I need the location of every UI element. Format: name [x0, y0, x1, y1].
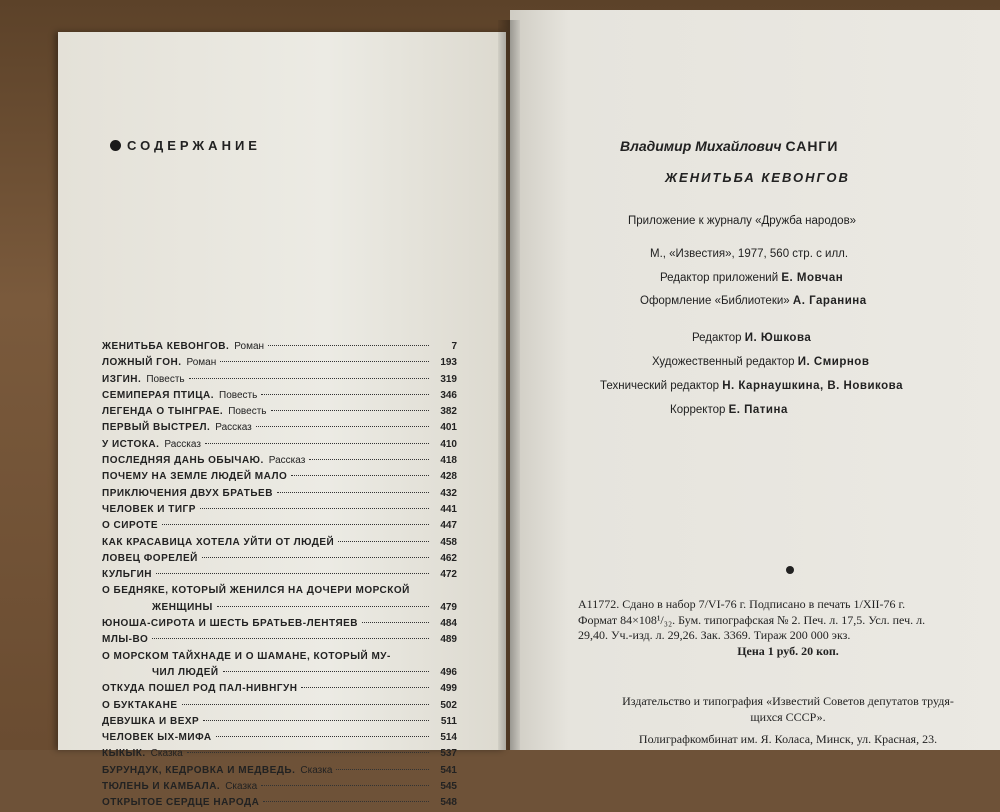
- toc-entry: [102, 779, 457, 795]
- toc-leader-dots: [223, 671, 429, 672]
- price: Цена 1 руб. 20 коп.: [737, 643, 839, 658]
- toc-entry-genre: Сказка: [300, 764, 333, 776]
- toc-entry-title: О СИРОТЕ: [102, 520, 159, 532]
- toc-entry-title: ЛОВЕЦ ФОРЕЛЕЙ: [102, 552, 198, 564]
- credit-role: Оформление «Библиотеки»: [640, 295, 790, 307]
- toc-leader-dots: [202, 557, 429, 558]
- toc-leader-dots: [205, 443, 429, 444]
- toc-entry-title: ОТКРЫТОЕ СЕРДЦЕ НАРОДА: [102, 797, 260, 809]
- toc-entry: [102, 469, 457, 485]
- credit-role: Технический редактор: [600, 380, 719, 392]
- toc-entry-genre: Сказка: [225, 781, 258, 793]
- toc-entry: [102, 698, 457, 714]
- toc-entry-page: 496: [440, 666, 457, 678]
- toc-entry-title: БУРУНДУК, КЕДРОВКА И МЕДВЕДЬ.: [102, 764, 296, 776]
- toc-entry: [102, 486, 457, 502]
- toc-entry-page: 548: [440, 797, 457, 809]
- toc-entry: [102, 420, 457, 436]
- supplement-line: Приложение к журналу «Дружба народов»: [628, 215, 857, 227]
- book-title: ЖЕНИТЬБА КЕВОНГОВ: [665, 170, 850, 185]
- toc-entry-title: О БЕДНЯКЕ, КОТОРЫЙ ЖЕНИЛСЯ НА ДОЧЕРИ МОРСКОЙ: [102, 585, 410, 597]
- contents-heading-text: СОДЕРЖАНИЕ: [127, 138, 261, 153]
- credit-line: [692, 332, 811, 344]
- toc-entry-title: ЮНОША-СИРОТА И ШЕСТЬ БРАТЬЕВ-ЛЕНТЯЕВ: [102, 618, 359, 630]
- credit-line: [670, 404, 788, 416]
- toc-leader-dots: [301, 687, 429, 688]
- left-page: [58, 32, 506, 809]
- toc-entry-page: 7: [451, 341, 457, 352]
- credit-role: Редактор приложений: [660, 272, 779, 284]
- toc-leader-dots: [263, 801, 429, 802]
- credit-role: Корректор: [670, 404, 726, 416]
- toc-leader-dots: [187, 752, 429, 753]
- toc-entry-page: 458: [440, 536, 457, 548]
- toc-entry-page: 346: [440, 389, 457, 401]
- toc-entry-title: КАК КРАСАВИЦА ХОТЕЛА УЙТИ ОТ ЛЮДЕЙ: [102, 536, 335, 548]
- toc-entry-title: ПЕРВЫЙ ВЫСТРЕЛ.: [102, 422, 211, 434]
- toc-leader-dots: [189, 378, 429, 379]
- publisher-info: [588, 693, 988, 747]
- toc-entry-genre: Повесть: [219, 389, 258, 401]
- author: [620, 138, 838, 154]
- toc-entry-page: 502: [440, 699, 457, 711]
- toc-entry-genre: Рассказ: [268, 455, 306, 467]
- toc-entry-title: КЫКЫК.: [102, 748, 146, 760]
- credit-role: Редактор: [692, 332, 742, 344]
- toc-entry-title: ЛОЖНЫЙ ГОН.: [102, 357, 182, 369]
- toc-leader-dots: [152, 638, 429, 639]
- toc-entry-page: 410: [440, 438, 457, 450]
- toc-entry: [102, 583, 457, 599]
- toc-entry: [102, 714, 457, 730]
- credit-line: [600, 380, 903, 392]
- toc-entry-title: ЛЕГЕНДА О ТЫНГРАЕ.: [102, 406, 224, 418]
- contents-heading: [110, 138, 261, 153]
- credit-name: Е. Мовчан: [781, 272, 844, 284]
- toc-entry-page: 447: [440, 520, 457, 532]
- toc-leader-dots: [338, 541, 429, 542]
- toc-entry: [102, 453, 457, 469]
- toc-entry-title: ЧЕЛОВЕК И ТИГР: [102, 503, 196, 515]
- toc-leader-dots: [256, 426, 429, 427]
- toc-leader-dots: [277, 492, 429, 493]
- toc-entry-page: 541: [440, 764, 457, 776]
- toc-entry: [102, 339, 457, 355]
- toc-entry: [102, 518, 457, 534]
- toc-leader-dots: [271, 410, 430, 411]
- toc-entry-title: О БУКТАКАНЕ: [102, 699, 178, 711]
- toc-leader-dots: [217, 606, 429, 607]
- toc-entry-page: 382: [440, 406, 457, 418]
- toc-entry-page: 484: [440, 618, 457, 630]
- toc-leader-dots: [336, 769, 429, 770]
- credit-line: [660, 272, 843, 284]
- toc-entry-page: 401: [440, 422, 457, 434]
- toc-entry-title: СЕМИПЕРАЯ ПТИЦА.: [102, 389, 215, 401]
- toc-entry: [102, 795, 457, 811]
- toc-entry: [102, 730, 457, 746]
- toc-leader-dots: [182, 704, 430, 705]
- toc-leader-dots: [309, 459, 429, 460]
- toc-entry-title: О МОРСКОМ ТАЙХНАДЕ И О ШАМАНЕ, КОТОРЫЙ МУ-: [102, 650, 391, 662]
- toc-entry-page: 514: [440, 732, 457, 744]
- toc-leader-dots: [261, 394, 429, 395]
- toc-entry-page: 193: [440, 357, 457, 369]
- toc-leader-dots: [156, 573, 429, 574]
- toc-entry: [102, 551, 457, 567]
- toc-entry: [102, 632, 457, 648]
- toc-entry: [102, 388, 457, 404]
- toc-leader-dots: [362, 622, 429, 623]
- ornament-dot-icon: [786, 566, 794, 574]
- toc-leader-dots: [220, 361, 429, 362]
- toc-entry: [102, 649, 457, 665]
- toc-entry-page: 462: [440, 552, 457, 564]
- credit-name: И. Юшкова: [744, 332, 812, 344]
- tech-line: 29,40. Уч.-изд. л. 29,26. Зак. 3369. Тираж 200 000 экз.: [578, 628, 851, 642]
- toc-entry: [102, 502, 457, 518]
- table-of-contents: [102, 339, 457, 812]
- toc-entry: [102, 665, 457, 681]
- toc-entry-page: 511: [440, 715, 457, 727]
- toc-entry-genre: Рассказ: [164, 438, 201, 450]
- toc-entry-title: ДЕВУШКА И ВЕХР: [102, 715, 200, 727]
- toc-entry: [102, 746, 457, 762]
- toc-entry-title: ЖЕНИТЬБА КЕВОНГОВ.: [102, 341, 230, 352]
- bullet-icon: [110, 140, 121, 151]
- toc-entry: [102, 355, 457, 371]
- toc-entry: [102, 600, 457, 616]
- credit-line: [652, 356, 869, 368]
- author-surname: САНГИ: [785, 138, 839, 154]
- toc-leader-dots: [291, 475, 429, 476]
- tech-line: А11772. Сдано в набор 7/VI-76 г. Подписано в печать 1/XII-76 г.: [578, 597, 906, 611]
- toc-entry-title: ЧИЛ ЛЮДЕЙ: [152, 666, 219, 678]
- credit-role: Художественный редактор: [652, 356, 795, 368]
- book-gutter: [498, 20, 520, 750]
- toc-entry-page: 441: [440, 503, 457, 515]
- toc-entry-genre: Рассказ: [215, 422, 252, 434]
- edition-line: М., «Известия», 1977, 560 стр. с илл.: [650, 248, 849, 260]
- toc-entry-title: ОТКУДА ПОШЕЛ РОД ПАЛ-НИВНГУН: [102, 683, 298, 695]
- toc-entry-title: ЖЕНЩИНЫ: [152, 601, 213, 613]
- toc-entry-title: КУЛЬГИН: [102, 569, 152, 581]
- toc-entry-page: 472: [440, 569, 457, 581]
- toc-leader-dots: [203, 720, 429, 721]
- toc-entry-page: 489: [440, 634, 457, 646]
- toc-entry: [102, 763, 457, 779]
- toc-entry-page: 537: [440, 748, 457, 760]
- open-book: [58, 10, 1000, 809]
- credit-name: Н. Карнаушкина, В. Новикова: [722, 380, 903, 392]
- toc-entry: [102, 437, 457, 453]
- right-page: [510, 10, 1000, 750]
- publisher-line: Издательство и типография «Известий Советов депутатов трудя-: [622, 694, 954, 708]
- toc-entry-title: МЛЫ-ВО: [102, 634, 149, 646]
- author-name: Владимир Михайлович: [620, 138, 782, 154]
- toc-entry-title: У ИСТОКА.: [102, 438, 160, 450]
- toc-entry: [102, 681, 457, 697]
- publisher-line: щихся СССР».: [750, 710, 826, 724]
- credit-name: А. Гаранина: [792, 295, 867, 307]
- toc-entry-title: ПРИКЛЮЧЕНИЯ ДВУХ БРАТЬЕВ: [102, 487, 273, 499]
- toc-entry-title: ПОСЛЕДНЯЯ ДАНЬ ОБЫЧАЮ.: [102, 455, 264, 467]
- toc-entry-title: ПОЧЕМУ НА ЗЕМЛЕ ЛЮДЕЙ МАЛО: [102, 471, 288, 483]
- toc-entry-page: 418: [440, 455, 457, 467]
- toc-entry: [102, 404, 457, 420]
- publisher-line: Полиграфкомбинат им. Я. Коласа, Минск, ул. Красная, 23.: [638, 732, 938, 746]
- toc-entry: [102, 616, 457, 632]
- credit-name: Е. Патина: [728, 404, 788, 416]
- printing-details: [578, 597, 998, 659]
- toc-entry-page: 319: [440, 373, 457, 385]
- toc-entry-page: 545: [440, 781, 457, 793]
- toc-entry-genre: Повесть: [146, 373, 185, 385]
- toc-entry: [102, 372, 457, 388]
- toc-entry: [102, 535, 457, 551]
- toc-entry: [102, 567, 457, 583]
- toc-entry-page: 428: [440, 471, 457, 483]
- toc-entry-title: ЧЕЛОВЕК ЫХ-МИФА: [102, 732, 212, 744]
- toc-entry-page: 499: [440, 683, 457, 695]
- credit-name: И. Смирнов: [797, 356, 870, 368]
- toc-entry-page: 432: [440, 487, 457, 499]
- credit-line: [640, 295, 867, 307]
- toc-leader-dots: [200, 508, 429, 509]
- toc-leader-dots: [216, 736, 429, 737]
- toc-entry-page: 479: [440, 601, 457, 613]
- toc-entry-genre: Сказка: [150, 748, 183, 760]
- toc-leader-dots: [162, 524, 429, 525]
- tech-line: Формат 84×108¹/₃₂. Бум. типографская № 2. Печ. л. 17,5. Усл. печ. л.: [578, 612, 926, 627]
- toc-entry-title: ТЮЛЕНЬ И КАМБАЛА.: [102, 781, 221, 793]
- toc-leader-dots: [268, 345, 429, 346]
- toc-entry-genre: Роман: [186, 357, 217, 369]
- toc-leader-dots: [261, 785, 429, 786]
- toc-entry-genre: Повесть: [228, 406, 267, 418]
- toc-entry-title: ИЗГИН.: [102, 373, 142, 385]
- toc-entry-genre: Роман: [234, 341, 265, 352]
